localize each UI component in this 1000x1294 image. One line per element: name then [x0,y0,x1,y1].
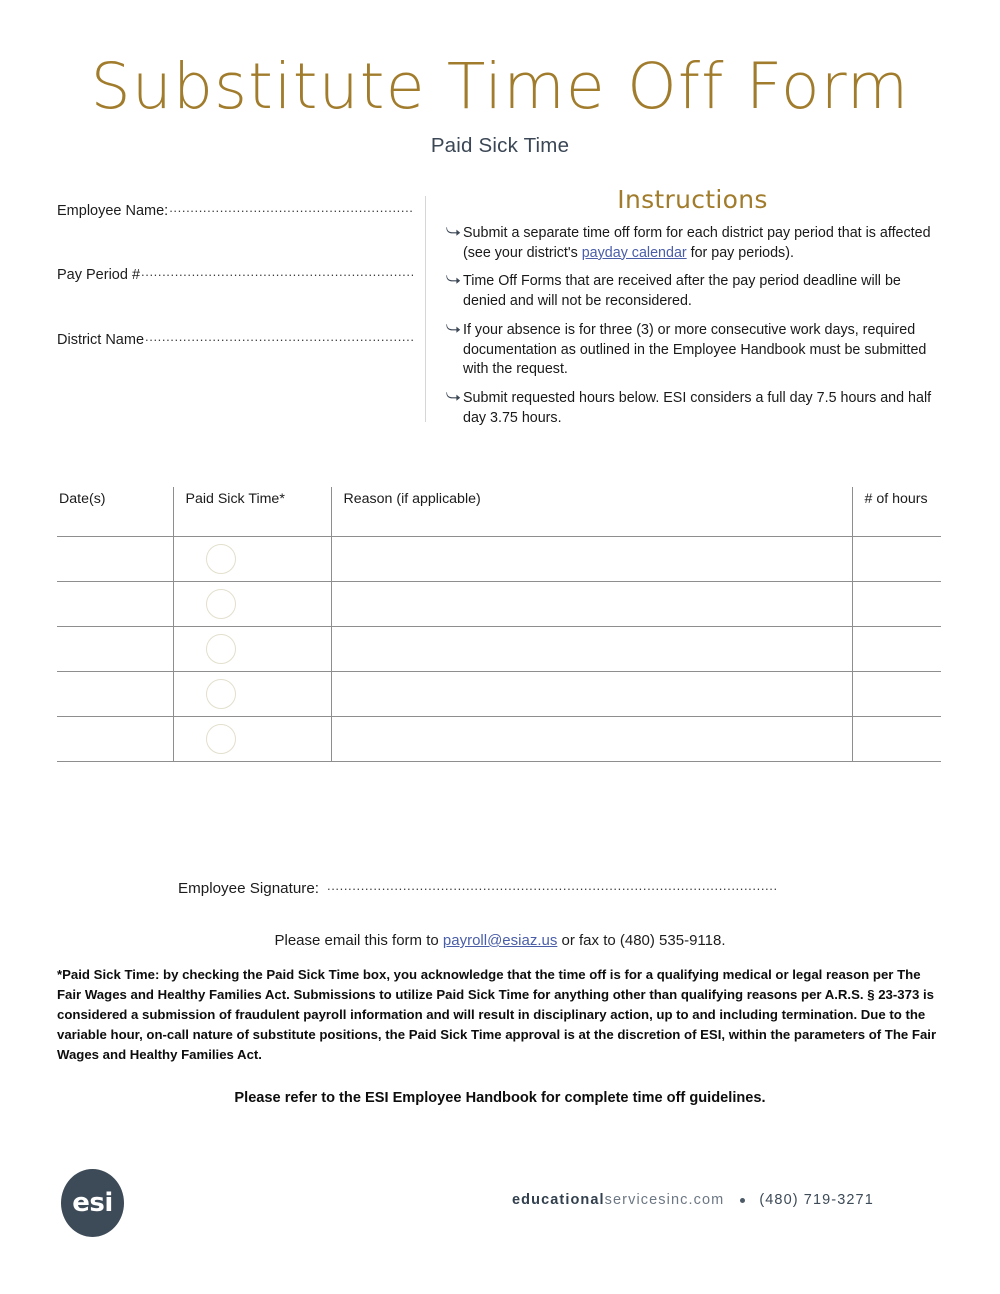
instruction-text-after: for pay periods). [686,244,794,261]
footer-phone: (480) 719-3271 [759,1192,874,1208]
footer-contact [512,1192,874,1208]
employee-info-fields [57,200,413,394]
submission-text-before: Please email this form to [274,932,443,949]
instruction-item [446,224,946,263]
esi-logo [61,1169,124,1237]
district-name-label: District Name [57,331,145,348]
cell-hours[interactable] [852,536,941,581]
cell-paid-sick-time[interactable] [173,671,331,716]
cell-date[interactable] [57,716,173,761]
table-body [57,536,941,761]
district-name-row [57,329,413,348]
employee-name-input[interactable] [169,200,413,215]
submission-text-after: or fax to (480) 535-9118. [557,932,726,949]
cell-date[interactable] [57,626,173,671]
handbook-note: Please refer to the ESI Employee Handbook for complete time off guidelines. [234,1090,766,1106]
website-bold-part: educational [512,1192,605,1208]
esi-logo-text: esi [72,1188,113,1218]
arrow-bullet-icon [446,271,463,291]
cell-reason[interactable] [331,626,852,671]
payroll-email-link[interactable]: payroll@esiaz.us [442,932,558,949]
table-header-row [57,487,941,536]
instruction-text: If your absence is for three (3) or more consecutive work days, required documentation as outlined in the Employee Handbook must be submitted with the request. [463,321,927,378]
paid-sick-time-checkbox[interactable] [206,679,236,709]
cell-reason[interactable] [331,716,852,761]
employee-signature-label: Employee Signature: [178,880,319,898]
arrow-bullet-icon [446,320,463,340]
column-header-hours: # of hours [852,487,941,536]
table-row [57,671,941,716]
pay-period-label: Pay Period # [57,267,141,283]
arrow-bullet-icon [446,223,463,243]
cell-date[interactable] [57,536,173,581]
table-row [57,536,941,581]
table-row [57,581,941,626]
column-header-dates: Date(s) [57,487,173,536]
paid-sick-time-checkbox[interactable] [206,634,236,664]
cell-hours[interactable] [852,671,941,716]
time-off-table [57,487,941,762]
cell-hours[interactable] [852,581,941,626]
instruction-text: Time Off Forms that are received after the pay period deadline will be denied and will not be reconsidered. [463,273,901,310]
pay-period-row [57,265,413,284]
paid-sick-time-disclaimer: *Paid Sick Time: by checking the Paid Sick Time box, you acknowledge that the time off is for a qualifying medical or legal reason per The Fair Wages and Healthy Families Act. Submissions to utilize Paid Sick Time for anything other than qualifying reasons per A.R.S. § 23-373 is considered a submission of fraudulent payroll information and will result in disciplinary action, up to and including termination. Due to the variable hour, on-call nature of substitute positions, the Paid Sick Time approval is at the discretion of ESI, within the parameters of The Fair Wages and Healthy Families Act. [57,967,937,1063]
page-subtitle: Paid Sick Time [430,134,570,157]
table-row [57,626,941,671]
submission-instructions [0,932,1000,949]
cell-reason[interactable] [331,671,852,716]
instruction-item [446,272,946,311]
instruction-text-before: Submit a separate time off form for each district pay period that is affected (see your district's [463,225,931,261]
cell-date[interactable] [57,671,173,716]
cell-paid-sick-time[interactable] [173,581,331,626]
employee-signature-row [178,878,778,897]
employee-signature-input[interactable] [327,878,778,893]
table-row [57,716,941,761]
employee-name-label: Employee Name: [57,202,169,219]
section-divider [425,196,426,422]
paid-sick-time-checkbox[interactable] [206,589,236,619]
cell-date[interactable] [57,581,173,626]
cell-paid-sick-time[interactable] [173,626,331,671]
instruction-text: Submit requested hours below. ESI considers a full day 7.5 hours and half day 3.75 hours. [463,390,932,426]
column-header-paid-sick-time: Paid Sick Time* [173,487,331,536]
cell-reason[interactable] [331,581,852,626]
employee-name-row [57,200,413,219]
column-header-reason: Reason (if applicable) [331,487,852,536]
paid-sick-time-checkbox[interactable] [206,544,236,574]
instructions-heading: Instructions [617,185,768,214]
instructions-list [446,224,946,437]
paid-sick-time-checkbox[interactable] [206,724,236,754]
cell-paid-sick-time[interactable] [173,716,331,761]
cell-paid-sick-time[interactable] [173,536,331,581]
cell-hours[interactable] [852,626,941,671]
separator-dot-icon [740,1198,745,1203]
instruction-item [446,389,946,428]
cell-reason[interactable] [331,536,852,581]
payday-calendar-link[interactable]: payday calendar [581,244,687,261]
arrow-bullet-icon [446,388,463,408]
website-light-part: servicesinc.com [604,1192,725,1208]
instruction-text [463,224,946,263]
district-name-input[interactable] [145,329,413,344]
page-title: Substitute Time Off Form [90,50,910,123]
cell-hours[interactable] [852,716,941,761]
instruction-item [446,321,946,380]
pay-period-input[interactable] [141,265,413,280]
